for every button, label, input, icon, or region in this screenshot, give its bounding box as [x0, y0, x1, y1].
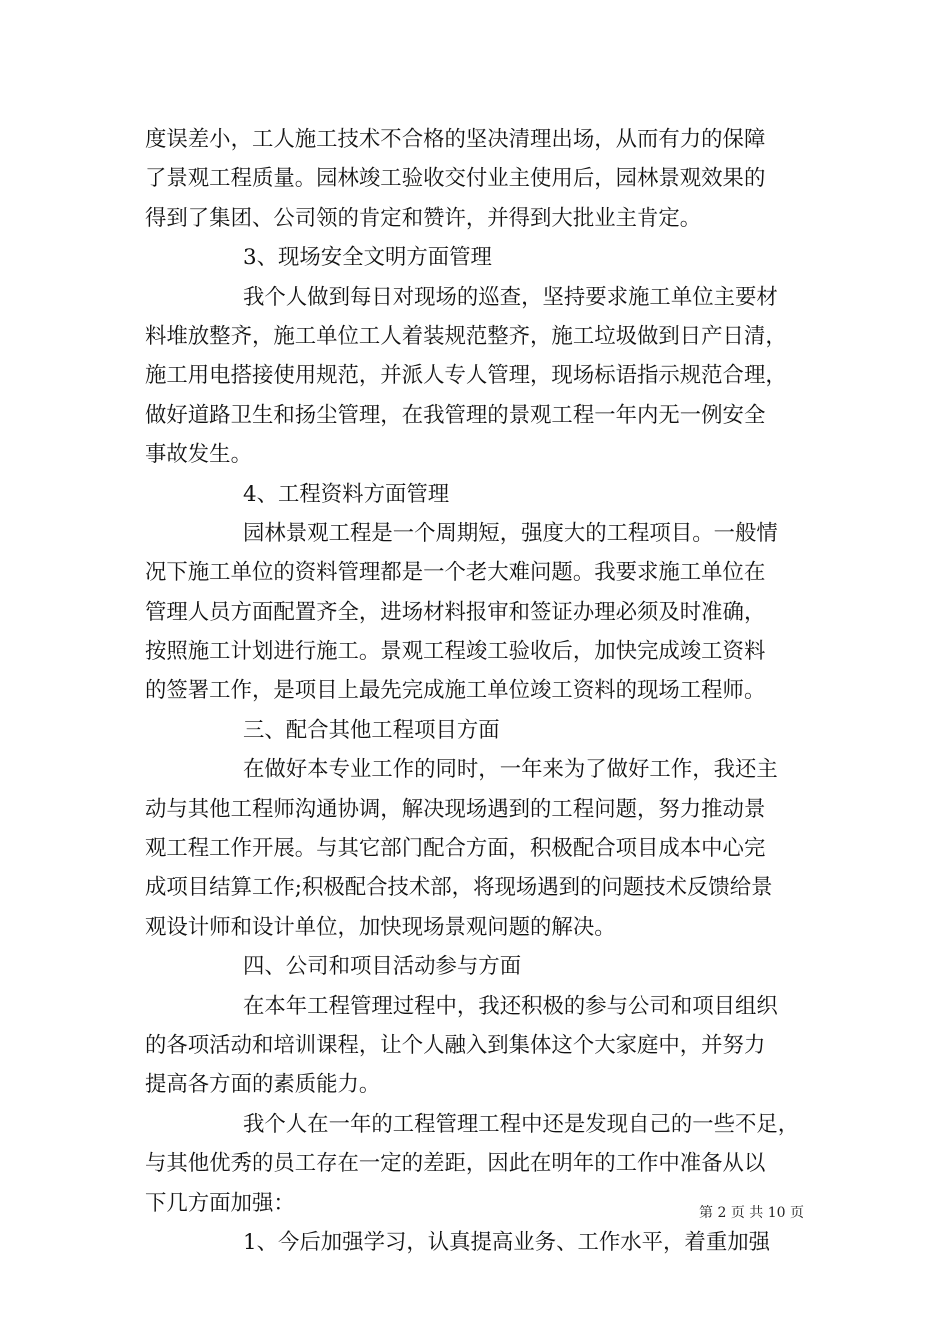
text-line: 施工用电搭接使用规范，并派人专人管理，现场标语指示规范合理， [145, 363, 787, 389]
text-line: 园林景观工程是一个周期短，强度大的工程项目。一般情 [243, 520, 778, 546]
text-line: 4、工程资料方面管理 [243, 481, 450, 507]
text-line: 与其他优秀的员工存在一定的差距，因此在明年的工作中准备从以 [145, 1151, 766, 1177]
text-line: 3、现场安全文明方面管理 [243, 245, 492, 271]
text-line: 四、公司和项目活动参与方面 [243, 954, 522, 980]
text-line: 了景观工程质量。园林竣工验收交付业主使用后，园林景观效果的 [145, 166, 766, 192]
text-line: 料堆放整齐，施工单位工人着装规范整齐，施工垃圾做到日产日清， [145, 323, 787, 349]
page-number-footer: 第 2 页 共 10 页 [699, 1205, 804, 1221]
text-line: 三、配合其他工程项目方面 [243, 717, 500, 743]
text-line: 的签署工作，是项目上最先完成施工单位竣工资料的现场工程师。 [145, 678, 766, 704]
text-line: 况下施工单位的资料管理都是一个老大难问题。我要求施工单位在 [145, 560, 766, 586]
text-line: 我个人做到每日对现场的巡查，坚持要求施工单位主要材 [243, 284, 778, 310]
text-line: 在本年工程管理过程中，我还积极的参与公司和项目组织 [243, 993, 778, 1019]
text-line: 提高各方面的素质能力。 [145, 1072, 381, 1098]
text-line: 管理人员方面配置齐全，进场材料报审和签证办理必须及时准确， [145, 599, 766, 625]
text-line: 我个人在一年的工程管理工程中还是发现自己的一些不足， [243, 1111, 800, 1137]
text-line: 1、今后加强学习，认真提高业务、工作水平，着重加强 [243, 1229, 770, 1255]
text-line: 按照施工计划进行施工。景观工程竣工验收后，加快完成竣工资料 [145, 639, 766, 665]
text-line: 在做好本专业工作的同时，一年来为了做好工作，我还主 [243, 757, 778, 783]
text-line: 观设计师和设计单位，加快现场景观问题的解决。 [145, 914, 616, 940]
text-line: 事故发生。 [145, 442, 252, 468]
document-body [145, 120, 810, 1262]
text-line: 度误差小，工人施工技术不合格的坚决清理出场，从而有力的保障 [145, 127, 766, 152]
text-line: 得到了集团、公司领的肯定和赞许，并得到大批业主肯定。 [145, 205, 702, 231]
text-line: 观工程工作开展。与其它部门配合方面，积极配合项目成本中心完 [145, 836, 766, 862]
text-line: 做好道路卫生和扬尘管理，在我管理的景观工程一年内无一例安全 [145, 402, 766, 428]
text-line: 的各项活动和培训课程，让个人融入到集体这个大家庭中，并努力 [145, 1032, 766, 1058]
text-line: 下几方面加强： [145, 1190, 295, 1216]
text-line: 动与其他工程师沟通协调，解决现场遇到的工程问题，努力推动景 [145, 796, 766, 822]
text-line: 成项目结算工作;积极配合技术部，将现场遇到的问题技术反馈给景 [145, 875, 773, 901]
